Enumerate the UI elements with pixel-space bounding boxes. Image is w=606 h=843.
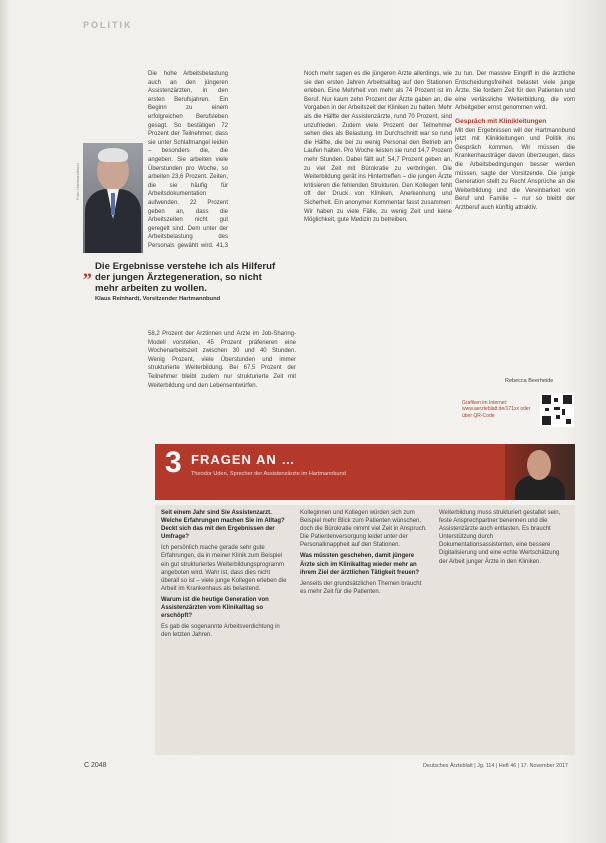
quote-text: Die Ergebnisse verstehe ich als Hilferuf der jungen Ärztegeneration, so nicht mehr arbeiten zu wollen. — [95, 261, 276, 294]
body-text: zu tun. Der massive Eingriff in die ärztliche Entscheidungsfreiheit belastet viele junge Ärzte. Sie fordern Zeit für den Patienten und eine verlässliche Weiterbildung, die vom Arbeitgeber ernst genommen wird. — [455, 71, 575, 112]
journal-footer: Deutsches Ärzteblatt | Jg. 114 | Heft 46 | 17. November 2017 — [423, 763, 568, 769]
banner-number: 3 — [165, 446, 182, 479]
interview-question: Seit einem Jahr sind Sie Assistenzarzt. Welche Erfahrungen machen Sie im Alltag? Deckt sich das mit den Ergebnissen der Umfrage? — [161, 510, 285, 541]
photo-credit: Foto: Hartmannbund — [75, 163, 80, 200]
quote-mark-icon: „ — [83, 260, 92, 280]
interview-question: Warum ist die heutige Generation von Assistenzärzten vom Klinikalltag so erschöpft? — [161, 596, 269, 620]
banner-subtitle: Theodor Uden, Sprecher der Assistenzärzte im Hartmannbund — [191, 471, 346, 477]
column1-top — [148, 70, 228, 250]
subheading: Gespräch mit Klinikleitungen — [455, 117, 547, 125]
interview-answer: Weiterbildung muss strukturiert gestaltet sein, feste Ansprechpartner benennen und die Assistenzärzte auch entlasten. Es braucht Unterstützung durch Dokumentationsassistenten, eine bessere Digitalisierung und eine echte Wertschätzung der Arbeit junger Ärzte in den Kliniken. — [439, 510, 561, 565]
body-text: Die hohe Arbeitsbelastung auch an den jüngeren Assistenzärzten, in den ersten Berufsjahren. Ein Beginn zu einem erfolgreichen Berufsleben gesagt. So bestätigen 72 Prozent der Teilnehmer, dass sie unter Schlafmangel leiden – besonders die, die angeben. Sie arbeiten viele Überstunden pro Woche, so arbeiten 23,6 Prozent. Zeiten, die sie häufig für Arbeitsdokumentation aufwenden. 22 Prozent geben an, dass die Arbeitszeiten nicht gut geregelt sind. Dem unter der Arbeitsbelastung des Personals gewählt wird. 41,3 — [148, 71, 228, 249]
interviewee-photo — [505, 444, 575, 500]
interview-question: Was müssten geschehen, damit jüngere Ärzte sich im Klinikalltag wieder mehr an ihrem Ziel der ärztlichen Tätigkeit freuen? — [300, 553, 420, 576]
column2 — [304, 70, 452, 440]
qr-code-icon[interactable] — [540, 393, 574, 427]
author-signature: Rebecca Beerheide — [505, 378, 554, 384]
quote-author: Klaus Reinhardt, Vorsitzender Hartmannbund — [95, 296, 221, 302]
interview-banner — [155, 444, 575, 500]
body-text: Noch mehr sagen es die jüngeren Ärzte allerdings, wie sie den ersten Jahren Arbeitsalltag auf den Stationen erleben. Eine Mehrheit von mehr als 74 Prozent ist im Beruf. Nur kaum zehn Prozent der Ärzte gaben an, die Vorgaben in der Arbeitszeit der Kliniken zu halten. Mehr als die Hälfte der Assistenzärzte, rund 70 Prozent, sind unzufrieden. Zudem viele Prozent der Teilnehmer sehen dies als Belastung. Im Durchschnitt war so rund die Hälfte, die bei zu wenig Personal den Betrieb am Laufen halten. Pro Woche leisten sie rund 14,7 Prozent mehr Stunden. Dabei fällt auf: 54,7 Prozent geben an, zu viel Zeit mit Bürokratie zu verbringen. Die Weiterbildung gerät ins Hintertreffen – die jungen Ärzte kritisieren die fehlenden Strukturen. Den Kollegen fehlt oft der Druck von Kliniken, Anerkennung und Sicherheit. Ein anonymer Kommentar fasst zusammen: Wir haben zu viele Fälle, zu wenig Zeit und keine Möglichkeit, gute Medizin zu betreiben. — [304, 71, 452, 224]
column3 — [455, 70, 575, 370]
page-number: C 2048 — [84, 762, 107, 769]
interview-col3 — [439, 509, 569, 749]
interview-col2 — [300, 509, 428, 749]
section-label: POLITIK — [83, 20, 133, 30]
portrait-photo — [83, 143, 143, 253]
body-text: 58,2 Prozent der Ärztinnen und Ärzte im Job-Sharing-Modell vorstellen, 45 Prozent präferieren eine Wochenarbeitszeit zwischen 30 und 40 Stunden. Wenig Prozent, viele Überstunden und immer strukturierte Weiterbildung. Bei 67,5 Prozent der Teilnehmer bleibt zudem nur strukturierte Zeit mit Weiterbildung und den Lebensentwürfen. — [148, 331, 296, 389]
qr-caption: Grafiken im Internet: www.aerzteblatt.de/171xx oder über QR-Code — [462, 400, 531, 419]
body-text: Mit den Ergebnissen will der Hartmannbund jetzt mit Klinikleitungen und Politik ins Gespräch kommen. Wir müssen die Krankenhausträger davon überzeugen, dass die Arbeitsbedingungen besser werden müssen, sagte der Vorsitzende. Die junge Generation stellt zu Recht Ansprüche an die Weiterbildung und die Vereinbarkeit von Beruf und Familie – nur so bleibt der Arztberuf auch künftig attraktiv. — [455, 127, 575, 211]
interview-answer: Kolleginnen und Kollegen würden sich zum Beispiel mehr Blick zum Patienten wünschen, doch die Bürokratie nimmt viel Zeit in Anspruch. Die Patientenversorgung leidet unter der Personalknappheit auf den Stationen. — [300, 510, 427, 549]
banner-title: FRAGEN AN … — [191, 452, 296, 467]
interview-answer: Ich persönlich mache gerade sehr gute Erfahrungen, da in meiner Klinik zum Beispiel ein gut strukturiertes Weiterbildungsprogramm angeboten wird. Wahr ist, dass dies nicht überall so ist – viele junge Kollegen erleben die Arbeit im Krankenhaus als belastend. — [161, 545, 287, 592]
interview-answer: Jenseits der grundsätzlichen Themen braucht es mehr Zeit für die Patienten. — [300, 580, 422, 595]
interview-col1 — [161, 509, 289, 749]
interview-box — [155, 505, 575, 755]
interview-answer: Es gab die sogenannte Arbeitsverdichtung in den letzten Jahren. — [161, 624, 280, 639]
column1-bottom — [148, 330, 296, 440]
